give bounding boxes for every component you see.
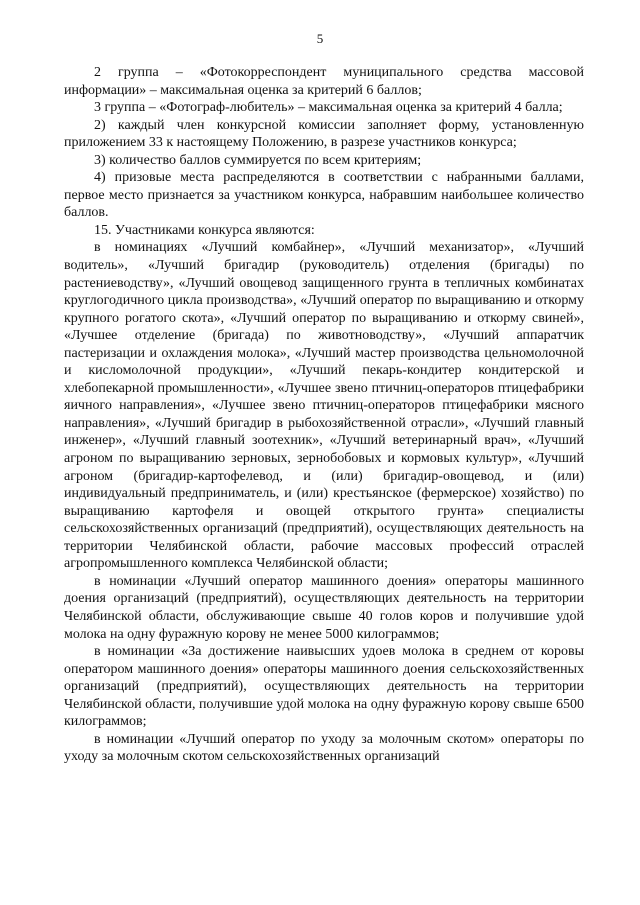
paragraph-nomination-dairy-care: в номинации «Лучший оператор по уходу за молочным скотом» операторы по уходу за молочным скотом сельскохозяйственных организаций — [64, 731, 584, 765]
paragraph-nomination-highest-yield: в номинации «За достижение наивысших удоев молока в среднем от коровы оператором машинного доения» операторы машинного доения сельскохозяйственных организаций (предприятий), осуществляющих деятельность на территории Челябинской области, получившие удой молока на одну фуражную корову свыше 6500 килограммов; — [64, 644, 584, 730]
paragraph-item-4: 4) призовые места распределяются в соответствии с набранными баллами, первое место признается за участником конкурса, набравшим наибольшее количество баллов. — [64, 170, 584, 221]
paragraph-item-2: 2) каждый член конкурсной комиссии заполняет форму, установленную приложением 33 к настоящему Положению, в разрезе участников конкурса; — [64, 117, 584, 151]
paragraph-section-15: 15. Участниками конкурса являются: — [94, 222, 315, 238]
document-body — [64, 64, 584, 766]
page-number: 5 — [316, 31, 324, 46]
paragraph-item-3: 3) количество баллов суммируется по всем критериям; — [94, 152, 422, 168]
paragraph-nomination-milking-operator: в номинации «Лучший оператор машинного доения» операторы машинного доения организаций (предприятий), осуществляющих деятельность на территории Челябинской области, обслуживающие свыше 40 голов коров и получившие удой молока на одну фуражную корову не менее 5000 килограммов; — [64, 573, 584, 642]
paragraph-group-3: 3 группа – «Фотограф-любитель» – максимальная оценка за критерий 4 балла; — [94, 100, 563, 116]
paragraph-group-2: 2 группа – «Фотокорреспондент муниципального средства массовой информации» – максимальная оценка за критерий 6 баллов; — [64, 65, 584, 98]
paragraph-nominations-list: в номинациях «Лучший комбайнер», «Лучший механизатор», «Лучший водитель», «Лучший бригадир (руководитель) отделения (бригады) по растениеводству», «Лучший овощевод защищенного грунта в тепличных комбинатах круглогодичного цикла производства», «Лучший оператор по выращиванию и откорму крупного рогатого скота», «Лучший оператор по выращиванию и откорму свиней», «Лучшее отделение (бригада) по животноводству», «Лучший аппаратчик пастеризации и охлаждения молока», «Лучший мастер производства цельномолочной и кисломолочной продукции», «Лучший пекарь-кондитер кондитерской и хлебопекарной промышленности», «Лучшее звено птичниц-операторов птицефабрики яичного направления», «Лучшее звено птичниц-операторов птицефабрики мясного направления», «Лучший бригадир в рыбохозяйственной отрасли», «Лучший главный инженер», «Лучший главный зоотехник», «Лучший ветеринарный врач», «Лучший агроном по выращиванию зерновых, зернобобовых и кормовых культур», «Лучший агроном (бригадир-картофелевод, и (или) бригадир-овощевод, и (или) индивидуальный предприниматель, и (или) крестьянское (фермерское) хозяйство) по выращиванию картофеля и овощей открытого грунта» специалисты сельскохозяйственных организаций (предприятий), осуществляющих деятельность на территории Челябинской области, рабочие массовых профессий отраслей агропромышленного комплекса Челябинской области; — [64, 240, 584, 572]
